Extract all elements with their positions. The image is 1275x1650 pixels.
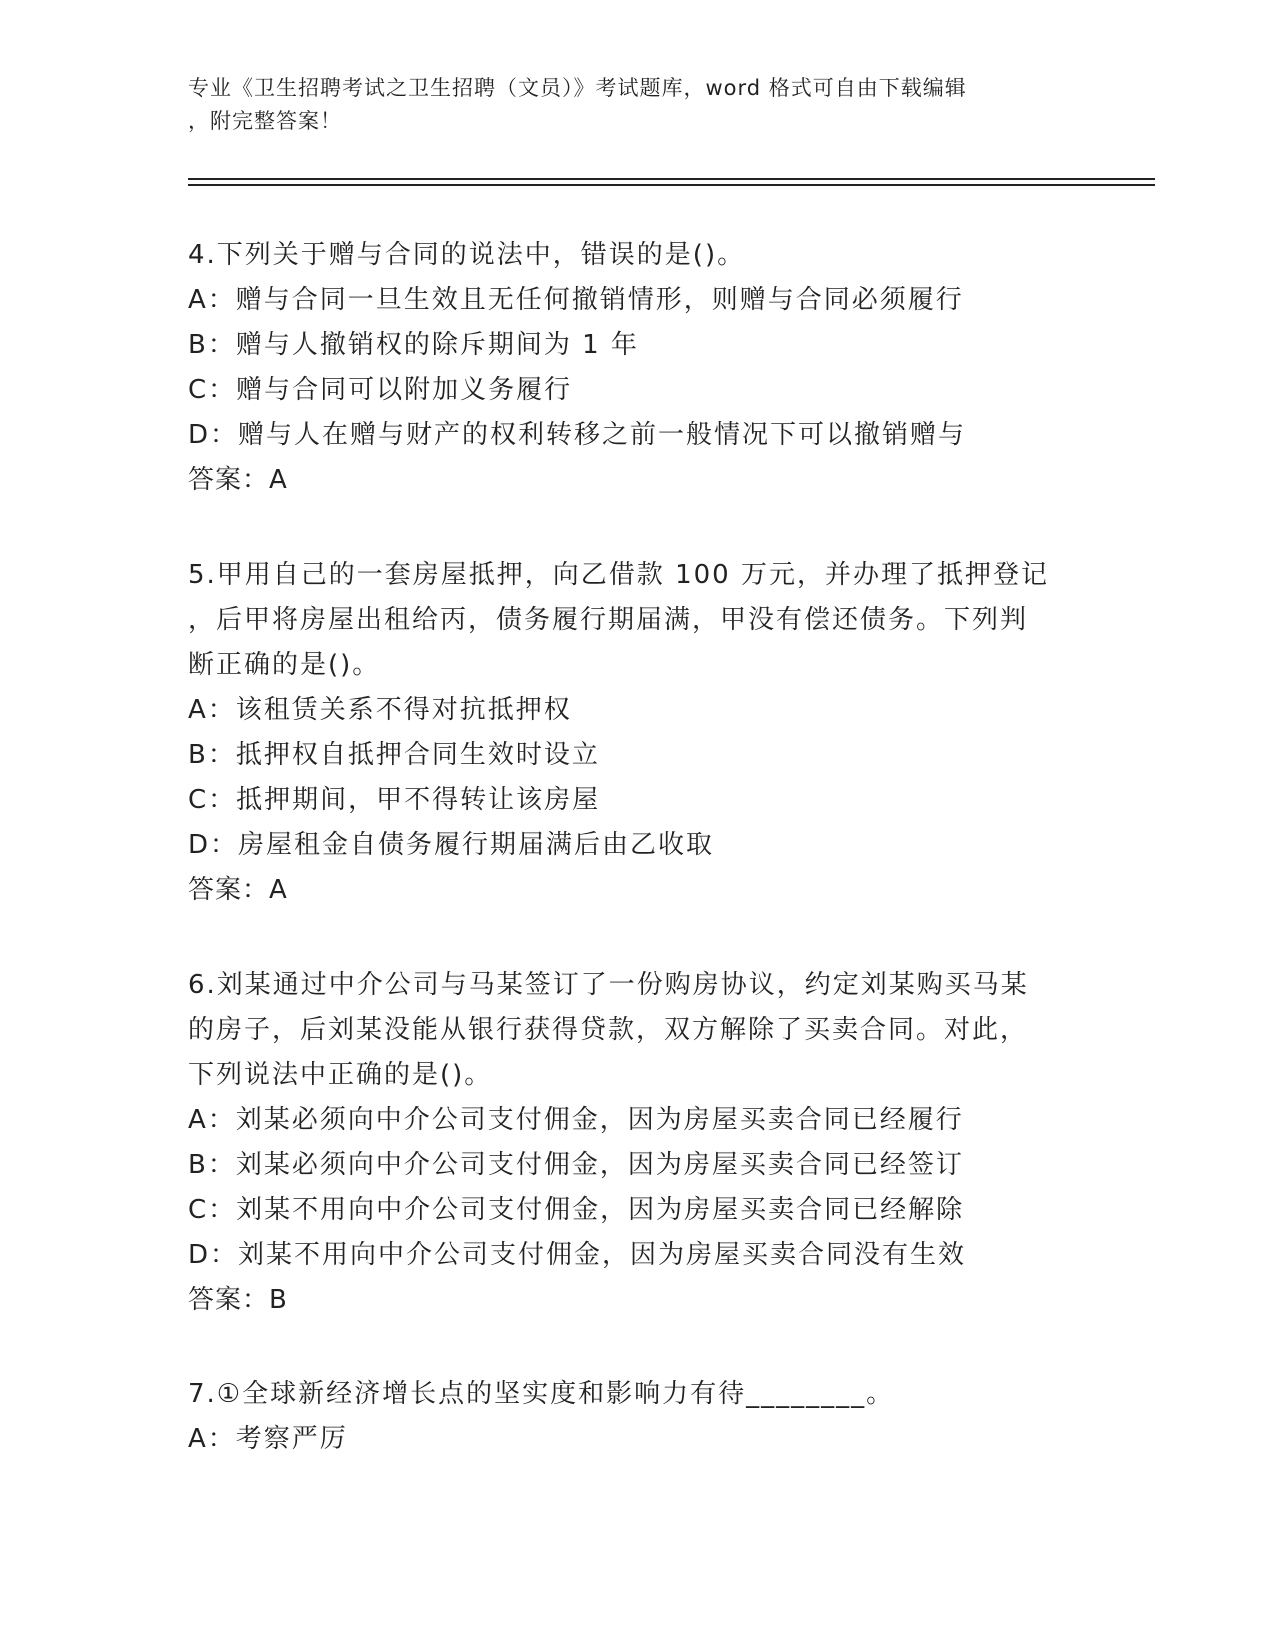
question-stem-line-3: 下列说法中正确的是()。 — [188, 1060, 493, 1090]
option-c: C：刘某不用向中介公司支付佣金，因为房屋买卖合同已经解除 — [188, 1195, 965, 1225]
header-divider-bottom — [188, 184, 1155, 186]
answer: 答案：A — [188, 465, 288, 495]
answer: 答案：A — [188, 875, 288, 905]
option-d: D：赠与人在赠与财产的权利转移之前一般情况下可以撤销赠与 — [188, 420, 967, 450]
option-c: C：赠与合同可以附加义务履行 — [188, 375, 573, 405]
option-b: B：赠与人撤销权的除斥期间为 1 年 — [188, 330, 639, 360]
question-stem: 7.①全球新经济增长点的坚实度和影响力有待________。 — [188, 1379, 895, 1409]
question-stem-line-2: 的房子，后刘某没能从银行获得贷款，双方解除了买卖合同。对此， — [188, 1015, 1029, 1045]
answer: 答案：B — [188, 1285, 288, 1315]
option-a: A：考察严厉 — [188, 1424, 348, 1454]
option-a: A：该租赁关系不得对抗抵押权 — [188, 695, 572, 725]
option-b: B：刘某必须向中介公司支付佣金，因为房屋买卖合同已经签订 — [188, 1150, 964, 1180]
option-a: A：赠与合同一旦生效且无任何撤销情形，则赠与合同必须履行 — [188, 285, 964, 315]
question-7 — [188, 1372, 1068, 1462]
document-header — [188, 72, 1088, 138]
question-6 — [188, 963, 1068, 1323]
option-a: A：刘某必须向中介公司支付佣金，因为房屋买卖合同已经履行 — [188, 1105, 964, 1135]
question-stem: 4.下列关于赠与合同的说法中，错误的是()。 — [188, 240, 746, 270]
option-d: D：刘某不用向中介公司支付佣金，因为房屋买卖合同没有生效 — [188, 1240, 967, 1270]
question-stem-line-1: 5.甲用自己的一套房屋抵押，向乙借款 100 万元，并办理了抵押登记 — [188, 560, 1049, 590]
question-stem-line-1: 6.刘某通过中介公司与马某签订了一份购房协议，约定刘某购买马某 — [188, 970, 1029, 1000]
option-b: B：抵押权自抵押合同生效时设立 — [188, 740, 600, 770]
question-5 — [188, 553, 1068, 913]
header-divider-top — [188, 178, 1155, 180]
option-c: C：抵押期间，甲不得转让该房屋 — [188, 785, 601, 815]
question-stem-line-2: ，后甲将房屋出租给丙，债务履行期届满，甲没有偿还债务。下列判 — [188, 605, 1029, 635]
question-stem-line-3: 断正确的是()。 — [188, 650, 381, 680]
option-d: D：房屋租金自债务履行期届满后由乙收取 — [188, 830, 715, 860]
header-line-1: 专业《卫生招聘考试之卫生招聘（文员）》考试题库，word 格式可自由下载编辑 — [188, 76, 967, 100]
question-4 — [188, 233, 1068, 503]
header-line-2: ，附完整答案！ — [188, 109, 342, 133]
